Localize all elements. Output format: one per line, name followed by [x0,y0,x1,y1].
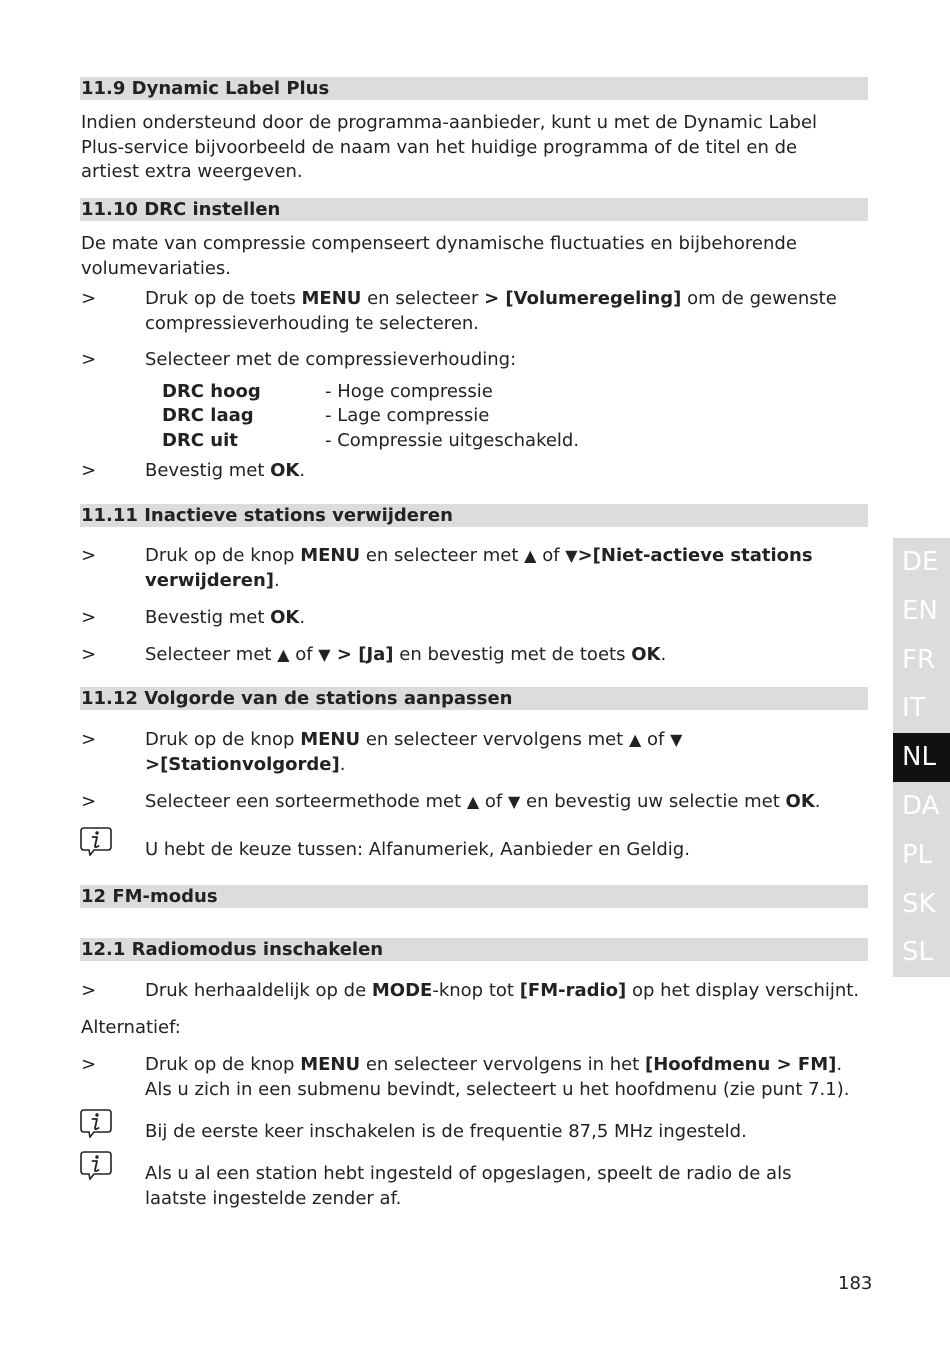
down-arrow-icon: ▼ [565,546,578,565]
section-heading-12: 12 FM-modus [80,885,868,908]
paragraph-11-10: De mate van compressie compenseert dynamische fluctuaties en bijbehorende volumevariaties. [81,233,797,279]
language-tab-nl[interactable]: NL [893,733,950,782]
step-arrow: > [81,980,97,1001]
section-heading-11-9: 11.9 Dynamic Label Plus [80,77,868,100]
language-tab-pl[interactable]: PL [893,831,950,880]
language-tab-fr[interactable]: FR [893,636,950,685]
drc-option-key: DRC laag [162,405,254,426]
down-arrow-icon: ▼ [670,730,683,749]
up-arrow-icon: ▲ [466,792,480,811]
step-order-sort: Selecteer een sorteermethode met ▲ of ▼ en bevestig uw selectie met OK. [145,791,821,812]
language-tabs [893,538,950,977]
step-inactive-yes: Selecteer met ▲ of ▼ > [Ja] en bevestig met de toets OK. [145,644,667,665]
step-arrow: > [81,460,97,481]
step-inactive-confirm: Bevestig met OK. [145,607,306,628]
drc-option-desc: - Hoge compressie [325,381,493,402]
language-tab-en[interactable]: EN [893,587,950,636]
note-last-station: Als u al een station hebt ingesteld of opgeslagen, speelt de radio de als laatste ingestelde zender af. [145,1163,792,1209]
step-drc-menu: Druk op de toets MENU en selecteer > [Volumeregeling] om de gewenste compressieverhouding te selecteren. [145,288,837,334]
step-arrow: > [81,607,97,628]
step-fm-menu: Druk op de knop MENU en selecteer vervolgens in het [Hoofdmenu > FM]. Als u zich in een submenu bevindt, selecteert u het hoofdmenu (zie punt 7.1). [145,1054,850,1100]
section-heading-12-1: 12.1 Radiomodus inschakelen [80,938,868,961]
alternative-label: Alternatief: [81,1017,181,1038]
up-arrow-icon: ▲ [524,546,537,565]
language-tab-sk[interactable]: SK [893,880,950,929]
language-tab-it[interactable]: IT [893,684,950,733]
section-heading-11-10: 11.10 DRC instellen [80,198,868,221]
step-arrow: > [81,1054,97,1075]
drc-option-key: DRC hoog [162,381,261,402]
drc-option-desc: - Compressie uitgeschakeld. [325,430,580,451]
step-drc-confirm: Bevestig met OK. [145,460,306,481]
up-arrow-icon: ▲ [277,645,290,664]
step-order-menu: Druk op de knop MENU en selecteer vervolgens met ▲ of ▼ >[Stationvolgorde]. [145,729,683,775]
info-icon [80,1108,112,1138]
step-arrow: > [81,545,97,566]
section-heading-11-11: 11.11 Inactieve stations verwijderen [80,504,868,527]
step-arrow: > [81,644,97,665]
step-drc-select: Selecteer met de compressieverhouding: [145,349,517,370]
step-inactive-menu: Druk op de knop MENU en selecteer met ▲ of ▼>[Niet-actieve stations verwijderen]. [145,545,813,591]
step-fm-mode: Druk herhaaldelijk op de MODE-knop tot [FM-radio] op het display verschijnt. [145,980,860,1001]
drc-option-key: DRC uit [162,430,238,451]
note-sort-options: U hebt de keuze tussen: Alfanumeriek, Aanbieder en Geldig. [145,839,690,860]
drc-option-desc: - Lage compressie [325,405,490,426]
down-arrow-icon: ▼ [507,792,521,811]
section-heading-11-12: 11.12 Volgorde van de stations aanpassen [80,687,868,710]
page-number: 183 [838,1273,873,1294]
up-arrow-icon: ▲ [628,730,642,749]
info-icon [80,826,112,856]
paragraph-11-9: Indien ondersteund door de programma-aanbieder, kunt u met de Dynamic Label Plus-service bijvoorbeeld de naam van het huidige programma of de titel en de artiest extra weergeven. [81,112,818,182]
language-tab-de[interactable]: DE [893,538,950,587]
down-arrow-icon: ▼ [318,645,331,664]
note-first-frequency: Bij de eerste keer inschakelen is de frequentie 87,5 MHz ingesteld. [145,1121,747,1142]
step-arrow: > [81,288,97,309]
step-arrow: > [81,349,97,370]
language-tab-da[interactable]: DA [893,782,950,831]
step-arrow: > [81,729,97,750]
step-arrow: > [81,791,97,812]
language-tab-sl[interactable]: SL [893,928,950,977]
info-icon [80,1150,112,1180]
